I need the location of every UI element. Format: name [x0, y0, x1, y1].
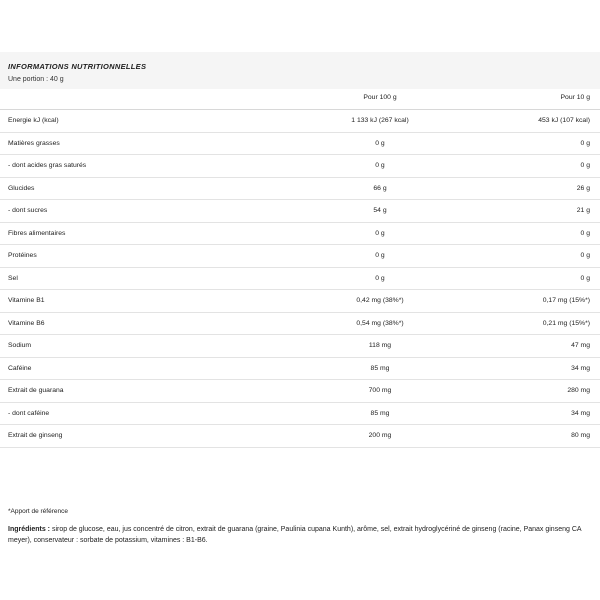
table-header-row: [0, 88, 600, 110]
table-row: [0, 155, 600, 177]
row-value-per-100g: 85 mg: [300, 402, 460, 424]
row-label: Sodium: [0, 335, 300, 357]
table-row: [0, 200, 600, 222]
row-value-per-10g: 0 g: [460, 155, 600, 177]
table-row: [0, 402, 600, 424]
row-value-per-100g: 700 mg: [300, 380, 460, 402]
ingredients-label: Ingrédients :: [8, 526, 51, 533]
row-label: Sel: [0, 267, 300, 289]
table-row: [0, 335, 600, 357]
table-row: [0, 132, 600, 154]
row-value-per-100g: 0 g: [300, 245, 460, 267]
ingredients-paragraph: [8, 525, 592, 547]
row-value-per-10g: 34 mg: [460, 402, 600, 424]
row-label: - dont sucres: [0, 200, 300, 222]
row-value-per-100g: 0 g: [300, 132, 460, 154]
row-value-per-10g: 0,21 mg (15%*): [460, 312, 600, 334]
table-row: [0, 357, 600, 379]
reference-intake-footnote: *Apport de référence: [8, 508, 68, 515]
row-value-per-100g: 1 133 kJ (267 kcal): [300, 110, 460, 132]
row-value-per-10g: 21 g: [460, 200, 600, 222]
row-value-per-10g: 34 mg: [460, 357, 600, 379]
row-label: Glucides: [0, 177, 300, 199]
row-value-per-100g: 0 g: [300, 267, 460, 289]
row-label: Vitamine B6: [0, 312, 300, 334]
serving-size-text: Une portion : 40 g: [8, 76, 64, 83]
row-value-per-10g: 280 mg: [460, 380, 600, 402]
nutrition-title: INFORMATIONS NUTRITIONNELLES: [8, 62, 147, 71]
row-label: Fibres alimentaires: [0, 222, 300, 244]
row-label: Extrait de ginseng: [0, 425, 300, 447]
table-row: [0, 267, 600, 289]
column-header-label: [0, 88, 300, 110]
row-value-per-100g: 0 g: [300, 222, 460, 244]
row-value-per-10g: 80 mg: [460, 425, 600, 447]
row-value-per-100g: 118 mg: [300, 335, 460, 357]
row-value-per-100g: 0 g: [300, 155, 460, 177]
row-value-per-100g: 0,54 mg (38%*): [300, 312, 460, 334]
row-value-per-10g: 0 g: [460, 222, 600, 244]
row-value-per-100g: 0,42 mg (38%*): [300, 290, 460, 312]
nutrition-table-head: [0, 88, 600, 110]
table-row: [0, 425, 600, 447]
row-label: Caféine: [0, 357, 300, 379]
ingredients-text: sirop de glucose, eau, jus concentré de citron, extrait de guarana (graine, Paulinia cupana Kunth), arôme, sel, extrait hydroglycériné de ginseng (racine, Panax ginseng CA meyer), conservateur : sorbate de potassium, vitamines : B1-B6.: [8, 526, 582, 544]
row-value-per-100g: 200 mg: [300, 425, 460, 447]
column-header-per-10g: Pour 10 g: [460, 88, 600, 110]
row-label: - dont acides gras saturés: [0, 155, 300, 177]
row-label: Matières grasses: [0, 132, 300, 154]
row-value-per-10g: 26 g: [460, 177, 600, 199]
table-row: [0, 177, 600, 199]
nutrition-table-body: [0, 110, 600, 447]
row-value-per-10g: 0 g: [460, 245, 600, 267]
row-value-per-10g: 453 kJ (107 kcal): [460, 110, 600, 132]
table-row: [0, 290, 600, 312]
row-label: Vitamine B1: [0, 290, 300, 312]
table-row: [0, 245, 600, 267]
row-value-per-100g: 54 g: [300, 200, 460, 222]
row-label: - dont caféine: [0, 402, 300, 424]
table-row: [0, 222, 600, 244]
row-label: Protéines: [0, 245, 300, 267]
row-label: Extrait de guarana: [0, 380, 300, 402]
row-value-per-10g: 0 g: [460, 132, 600, 154]
table-row: [0, 312, 600, 334]
row-value-per-10g: 0,17 mg (15%*): [460, 290, 600, 312]
table-row: [0, 110, 600, 132]
row-label: Energie kJ (kcal): [0, 110, 300, 132]
nutrition-table: [0, 88, 600, 448]
nutrition-header-block: [0, 52, 600, 89]
row-value-per-100g: 66 g: [300, 177, 460, 199]
column-header-per-100g: Pour 100 g: [300, 88, 460, 110]
row-value-per-100g: 85 mg: [300, 357, 460, 379]
table-row: [0, 380, 600, 402]
row-value-per-10g: 0 g: [460, 267, 600, 289]
row-value-per-10g: 47 mg: [460, 335, 600, 357]
